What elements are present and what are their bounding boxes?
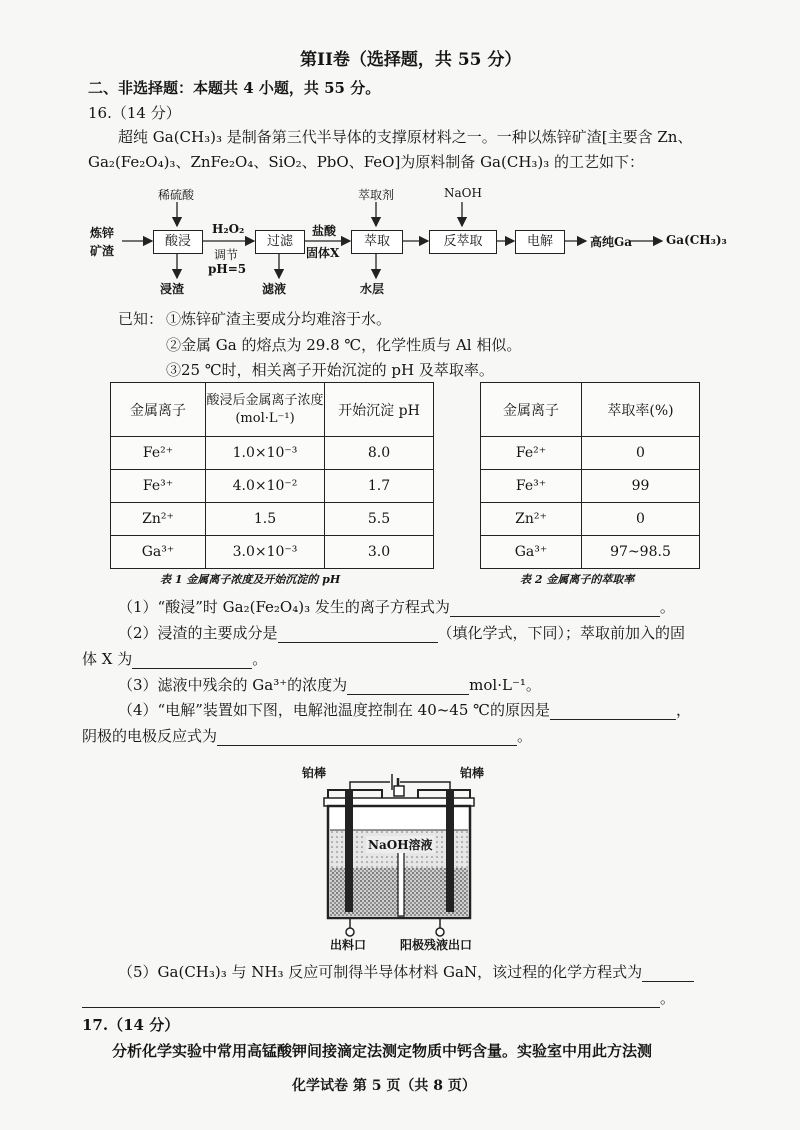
- subq-4-text-a: （4）“电解”装置如下图，电解池温度控制在 40~45 ℃的原因是: [118, 701, 550, 719]
- outlet-right-label: 阳极残液出口: [400, 938, 473, 952]
- subq-1-text: （1）“酸浸”时 Ga₂(Fe₂O₄)₃ 发生的离子方程式为: [118, 598, 450, 616]
- step-extract: 萃取: [351, 230, 403, 254]
- t1-cell: 1.7: [325, 470, 434, 503]
- t1-cell: 5.5: [325, 503, 434, 536]
- t2-cell: Ga³⁺: [481, 536, 582, 569]
- part-header: 二、非选择题：本题共 4 小题，共 55 分。: [88, 79, 381, 97]
- t1-header-ion: 金属离子: [111, 383, 206, 437]
- t1-cell: 3.0: [325, 536, 434, 569]
- t1-cell: Ga³⁺: [111, 536, 206, 569]
- product-ga-ch3-3: Ga(CH₃)₃: [666, 233, 727, 247]
- t2-cell: Fe³⁺: [481, 470, 582, 503]
- input-extractant: 萃取剂: [358, 188, 395, 202]
- input-naoh: NaOH: [444, 186, 482, 200]
- step-back-extract: 反萃取: [429, 230, 497, 254]
- t2-header-rate: 萃取率(%): [582, 383, 700, 437]
- table-row: [111, 437, 434, 470]
- t2-cell: 0: [582, 503, 700, 536]
- section-title: 第II卷（选择题，共 55 分）: [300, 50, 522, 70]
- t1-cell: 3.0×10⁻³: [206, 536, 325, 569]
- subq-2-text-b: （填化学式，下同）；萃取前加入的固: [437, 624, 686, 642]
- t1-cell: 1.5: [206, 503, 325, 536]
- t1-cell: Fe³⁺: [111, 470, 206, 503]
- table-row: [481, 536, 700, 569]
- reagent-hcl: 盐酸: [312, 224, 337, 238]
- q16-number: 16.（14 分）: [88, 104, 181, 122]
- step-electrolysis: 电解: [515, 230, 565, 254]
- known-fact-1: ①炼锌矿渣主要成分均难溶于水。: [166, 310, 392, 328]
- known-label: 已知：: [118, 310, 164, 328]
- output-leach-residue: 浸渣: [160, 282, 185, 296]
- output-filtrate: 滤液: [262, 282, 287, 296]
- subq-3-text-b: mol·L⁻¹。: [469, 676, 541, 694]
- table-precipitation-ph: [110, 382, 434, 569]
- reagent-h2o2: H₂O₂: [212, 222, 245, 236]
- answer-blank-2b[interactable]: [132, 652, 252, 669]
- t1-header-ph: 开始沉淀 pH: [325, 383, 434, 437]
- t2-cell: Zn²⁺: [481, 503, 582, 536]
- known-fact-2: ②金属 Ga 的熔点为 29.8 ℃，化学性质与 Al 相似。: [166, 336, 522, 354]
- subq-2-text-c: 体 X 为: [82, 650, 133, 668]
- table-row: [481, 503, 700, 536]
- t1-header-concentration: 酸浸后金属离子浓度(mol·L⁻¹): [206, 383, 325, 437]
- subq-5: [118, 962, 694, 982]
- subq-2-text-a: （2）浸渣的主要成分是: [118, 624, 278, 642]
- q16-intro-line1: 超纯 Ga(CH₃)₃ 是制备第三代半导体的支撑原材料之一。一种以炼锌矿渣[主要含 Zn、: [118, 128, 693, 146]
- t1-cell: Zn²⁺: [111, 503, 206, 536]
- left-electrode-label: 铂棒: [302, 766, 327, 780]
- t1-cell: Fe²⁺: [111, 437, 206, 470]
- page-footer: 化学试卷 第 5 页（共 8 页）: [292, 1078, 476, 1094]
- naoh-solution-label: NaOH溶液: [368, 838, 433, 852]
- answer-blank-2a[interactable]: [278, 626, 438, 643]
- product-pure-ga: 高纯Ga: [590, 235, 633, 249]
- input-dilute-sulfuric: 稀硫酸: [158, 188, 195, 202]
- table-row: [111, 470, 434, 503]
- reagent-solid-x: 固体X: [306, 246, 340, 260]
- step-acid-leach: 酸浸: [153, 230, 203, 254]
- table-row: [481, 437, 700, 470]
- output-water-layer: 水层: [360, 282, 385, 296]
- answer-blank-4a[interactable]: [550, 703, 676, 720]
- subq-2: [118, 623, 685, 643]
- cell-drawing: [300, 760, 520, 950]
- answer-blank-5a[interactable]: [642, 965, 694, 982]
- table1-caption: 表 1 金属离子浓度及开始沉淀的 pH: [160, 573, 341, 586]
- q16-intro-line2: Ga₂(Fe₂O₄)₃、ZnFe₂O₄、SiO₂、PbO、FeO]为原料制备 Ga(CH₃)₃ 的工艺如下：: [88, 153, 645, 171]
- table-row: [111, 503, 434, 536]
- t1-cell: 8.0: [325, 437, 434, 470]
- step-filter: 过滤: [255, 230, 305, 254]
- known-fact-3: ③25 ℃时，相关离子开始沉淀的 pH 及萃取率。: [166, 361, 494, 379]
- subq-3-text-a: （3）滤液中残余的 Ga³⁺的浓度为: [118, 676, 348, 694]
- t2-cell: 99: [582, 470, 700, 503]
- q17-number: 17.（14 分）: [82, 1016, 180, 1034]
- answer-blank-4b[interactable]: [217, 729, 517, 746]
- subq-5-cont: 。: [82, 988, 675, 1008]
- process-flowchart: [0, 180, 800, 300]
- t1-cell: 1.0×10⁻³: [206, 437, 325, 470]
- subq-1: （1）“酸浸”时 Ga₂(Fe₂O₄)₃ 发生的离子方程式为 。: [118, 598, 675, 616]
- t2-header-ion: 金属离子: [481, 383, 582, 437]
- subq-4-cont: 阴极的电极反应式为 。: [82, 727, 533, 745]
- reagent-adjust: 调节: [214, 248, 239, 262]
- table-extraction-rate: [480, 382, 700, 569]
- table2-caption: 表 2 金属离子的萃取率: [520, 573, 635, 586]
- table-row: [481, 470, 700, 503]
- answer-blank-3[interactable]: [347, 678, 469, 695]
- outlet-left-label: 出料口: [330, 938, 367, 952]
- flow-start-line2: 矿渣: [90, 244, 115, 258]
- electrolytic-cell-diagram: [300, 760, 520, 950]
- t2-cell: Fe²⁺: [481, 437, 582, 470]
- table-row: [111, 536, 434, 569]
- t2-cell: 0: [582, 437, 700, 470]
- t2-cell: 97~98.5: [582, 536, 700, 569]
- reagent-ph5: pH=5: [208, 262, 247, 276]
- subq-3: [118, 675, 541, 695]
- answer-blank-5b[interactable]: [82, 991, 660, 1008]
- flow-start-line1: 炼锌: [90, 226, 115, 240]
- subq-5-text: （5）Ga(CH₃)₃ 与 NH₃ 反应可制得半导体材料 GaN，该过程的化学方程式为: [118, 963, 643, 981]
- t1-cell: 4.0×10⁻²: [206, 470, 325, 503]
- answer-blank-1[interactable]: [450, 600, 660, 617]
- subq-4-text-b: 阴极的电极反应式为: [82, 727, 218, 745]
- subq-2-cont: 体 X 为 。: [82, 650, 268, 668]
- q17-line1: 分析化学实验中常用高锰酸钾间接滴定法测定物质中钙含量。实验室中用此方法测: [112, 1042, 653, 1060]
- right-electrode-label: 铂棒: [460, 766, 485, 780]
- subq-4: （4）“电解”装置如下图，电解池温度控制在 40~45 ℃的原因是 ，: [118, 701, 691, 719]
